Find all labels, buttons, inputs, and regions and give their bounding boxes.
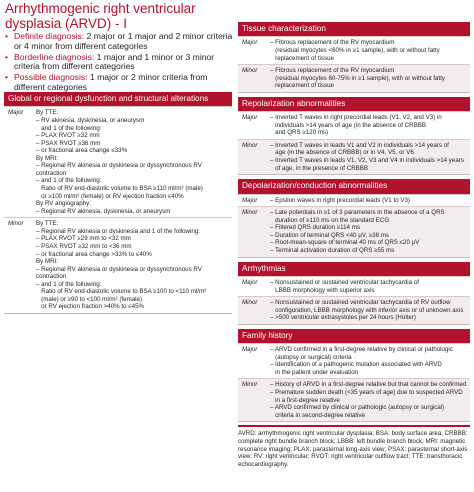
criteria-line: Ratio of RV end-diastolic volume to BSA ≥100 to <110 ml/m² [36,288,207,296]
criteria-line: – Inverted T waves in right precordial leads (V1, V2, and V3) in [270,114,442,122]
criteria-line: – Identification of a pathogenic mutation associated with ARVD [270,361,442,369]
row-body [268,207,470,256]
criteria-row-minor [238,296,470,324]
panel-header: Global or regional dysfunction and structural alterations [4,92,232,106]
row-label: Major [242,39,258,47]
criteria-line: in a first-degree relative [270,396,340,404]
criteria-line: in the patient under evaluation [270,368,359,376]
criteria-line: – Nonsustained or sustained ventricular tachycardia of RV outflow [270,299,451,307]
criteria-line: – Root-mean-square of terminal 40 ms of QRS ≤20 μV [270,239,420,247]
criteria-line: – Epsilon waves in right precordial leads (V1 to V3) [270,196,410,204]
criteria-line: (residual myocytes 60-75% in ≥1 sample), with or without fatty [270,74,446,82]
criteria-line: individuals >14 years of age (in the absence of CRBBB [270,121,426,129]
panel-header: Repolarization abnormalities [238,97,470,111]
row-body [34,107,232,217]
row-body [268,277,470,296]
row-body [268,37,470,64]
criteria-line: By TTE: [36,109,59,117]
criteria-line: – Duration of terminal QRS <40 μV, ≥38 ms [270,231,390,239]
row-body [268,195,470,207]
criteria-line: By MRI: [36,258,59,266]
criteria-line: (autopsy or surgical) criteria [270,353,352,361]
criteria-row-major [238,111,470,139]
row-label: Minor [238,140,268,174]
criteria-line: – or fractional area change >33% to ≤40% [36,250,152,258]
panel-header: Family history [238,329,470,343]
criteria-line: – and 1 of the following: [36,280,102,288]
criteria-line: replacement of tissue [270,82,334,90]
page-title: Arrhythmogenic right ventricular dysplasia (ARVD) - I [5,1,196,31]
criteria-line: – Fibrous replacement of the RV myocardium [270,67,395,75]
row-body [268,65,470,92]
depolarization-panel [238,179,470,257]
criteria-line: By MRI: [36,154,59,162]
criteria-line: – RV akinesia, dyskinesia, or aneurysm [36,116,145,124]
criteria-row-minor [238,64,470,92]
criteria-line: duration of ≥110 ms on the standard ECG [270,216,390,224]
criteria-line: (male) or ≥90 to <100 ml/m² (female) [36,295,143,303]
criteria-row-major [4,106,232,217]
criteria-line: – Regional RV akinesia or dyskinesia or dyssynchronous RV contraction [36,162,204,177]
row-label: Major [242,278,258,286]
criteria-line: or ≥100 ml/m² (female) or RV ejection fraction ≤40% [36,192,184,200]
criteria-line: By RV angiography: [36,200,91,208]
criteria-line: – ARVD confirmed by clinical or pathologic (autopsy or surgical) [270,404,445,412]
criteria-line: – Late potentials in ≥1 of 3 parameters in the absence of a QRS [270,209,445,217]
criteria-line: – PLAX RVOT ≥29 mm to <32 mm [36,235,131,243]
panel-header: Tissue characterization [238,22,470,36]
row-label: Minor [238,65,268,92]
diagnosis-term: Possible diagnosis: [14,72,88,83]
family-history-panel [238,329,470,422]
criteria-row-minor [238,378,470,421]
criteria-line: criteria in second-degree relative [270,411,365,419]
criteria-line: – Inverted T waves in leads V1, V2, V3 and V4 in individuals >14 years [270,157,464,165]
criteria-line: – >500 ventricular extrasystoles per 24 hours (Holter) [270,314,416,322]
criteria-line: and 1 of the following: [36,124,102,132]
criteria-line: – PSAX RVOT ≥32 mm to <36 mm [36,242,132,250]
criteria-line: By TTE: [36,220,59,228]
criteria-line: replacement of tissue [270,54,334,62]
criteria-line: configuration, LBBB morphology with inferior axis or of unknown axis [270,306,464,314]
criteria-line: – Regional RV akinesia or dyskinesia or dyssynchronous RV contraction [36,265,204,281]
criteria-line: – History of ARVD in a first-degree relative but that cannot be confirmed [270,381,467,389]
criteria-line: – PSAX RVOT ≥36 mm [36,139,101,147]
row-label: Minor [8,220,24,228]
criteria-line: and QRS ≥120 ms) [270,129,329,137]
row-body [268,379,470,421]
row-body [268,140,470,174]
criteria-line: – ARVD confirmed in a first-degree relative by clinical or pathologic [270,346,453,354]
criteria-line: age (in the absence of CRBBB) or in V4, V5, or V6 [270,149,414,157]
diagnosis-text: 1 major and 1 minor or 3 minor criteria from different categories [14,51,215,72]
diagnosis-term: Definite diagnosis: [14,31,85,41]
criteria-row-major [238,276,470,296]
criteria-line: of age, in the presence of CRBBB [270,164,369,172]
criteria-line: – Fibrous replacement of the RV myocardium [270,39,395,47]
criteria-row-minor [4,217,232,313]
criteria-line: – Regional RV akinesia, dyskinesia, or aneurysm [36,207,171,215]
diagnosis-item-definite [5,32,233,52]
criteria-row-minor [238,206,470,256]
criteria-line: Ratio of RV end-diastolic volume to BSA ≥110 ml/m² (male) [36,185,203,193]
criteria-row-major [238,36,470,64]
diagnosis-item-borderline [5,53,233,73]
left-column [4,92,232,318]
criteria-line: – PLAX RVOT ≥32 mm [36,132,100,140]
criteria-line: – Premature sudden death (<35 years of age) due to suspected ARVD [270,388,463,396]
criteria-row-minor [238,139,470,174]
criteria-line: – Inverted T waves in leads V1 and V2 in individuals >14 years of [270,141,449,149]
row-label: Major [242,196,258,204]
row-label: Minor [238,297,268,324]
row-label: Major [242,346,258,354]
repolarization-panel [238,97,470,175]
panel-header: Arrhythmias [238,262,470,276]
global-dysfunction-panel [4,92,232,314]
criteria-line: – Filtered QRS duration ≥114 ms [270,224,360,232]
diagnosis-text: 1 major or 2 minor criteria from different categories [14,72,208,92]
criteria-line: or RV ejection fraction >40% to ≤45% [36,303,145,311]
diagnosis-term: Borderline diagnosis: [14,51,95,62]
criteria-line: – Terminal activation duration of QRS ≥55 ms [270,246,395,254]
panel-header: Depolarization/conduction abnormalities [238,179,470,193]
tissue-panel [238,22,470,93]
criteria-line: – Regional RV akinesia or dyskinesia and 1 of the following: [36,227,200,235]
diagnosis-list [5,32,233,94]
criteria-line: – and 1 of the following: [36,177,102,185]
diagnosis-item-possible [5,73,233,93]
criteria-line: (residual myocytes <60% in ≥1 sample), with or without fatty [270,46,440,54]
criteria-row-major [238,343,470,378]
row-label: Major [8,109,24,117]
criteria-line: – or fractional area change ≤33% [36,147,128,155]
diagnosis-text: 2 major or 1 major and 2 minor criteria or 4 minor from different categories [14,31,233,51]
criteria-line: LBBB morphology with superior axis [270,286,375,294]
arrhythmias-panel [238,262,470,325]
row-label: Minor [238,379,268,421]
row-body [268,344,470,378]
right-column [238,22,470,426]
row-label: Minor [238,207,268,256]
row-label: Major [242,114,258,122]
row-body [268,297,470,324]
abbreviations-footnote: AVRD: arrhythmogenic right ventricular dysplasia; BSA: body surface area; CRBBB: complete right bundle branch block; LBBB: left bundle branch block; MRI: magnetic resonance imaging; PLAX: parasternal long-axis view; PSAX: parasternal short-axis view; RV: right ventricular; RVOT: right ventricular outflow tract; TTE: transthoracic echocardiography. [238,425,470,469]
row-body [34,218,232,313]
row-body [268,112,470,139]
criteria-row-major [238,194,470,207]
criteria-line: – Nonsustained or sustained ventricular tachycardia of [270,278,419,286]
